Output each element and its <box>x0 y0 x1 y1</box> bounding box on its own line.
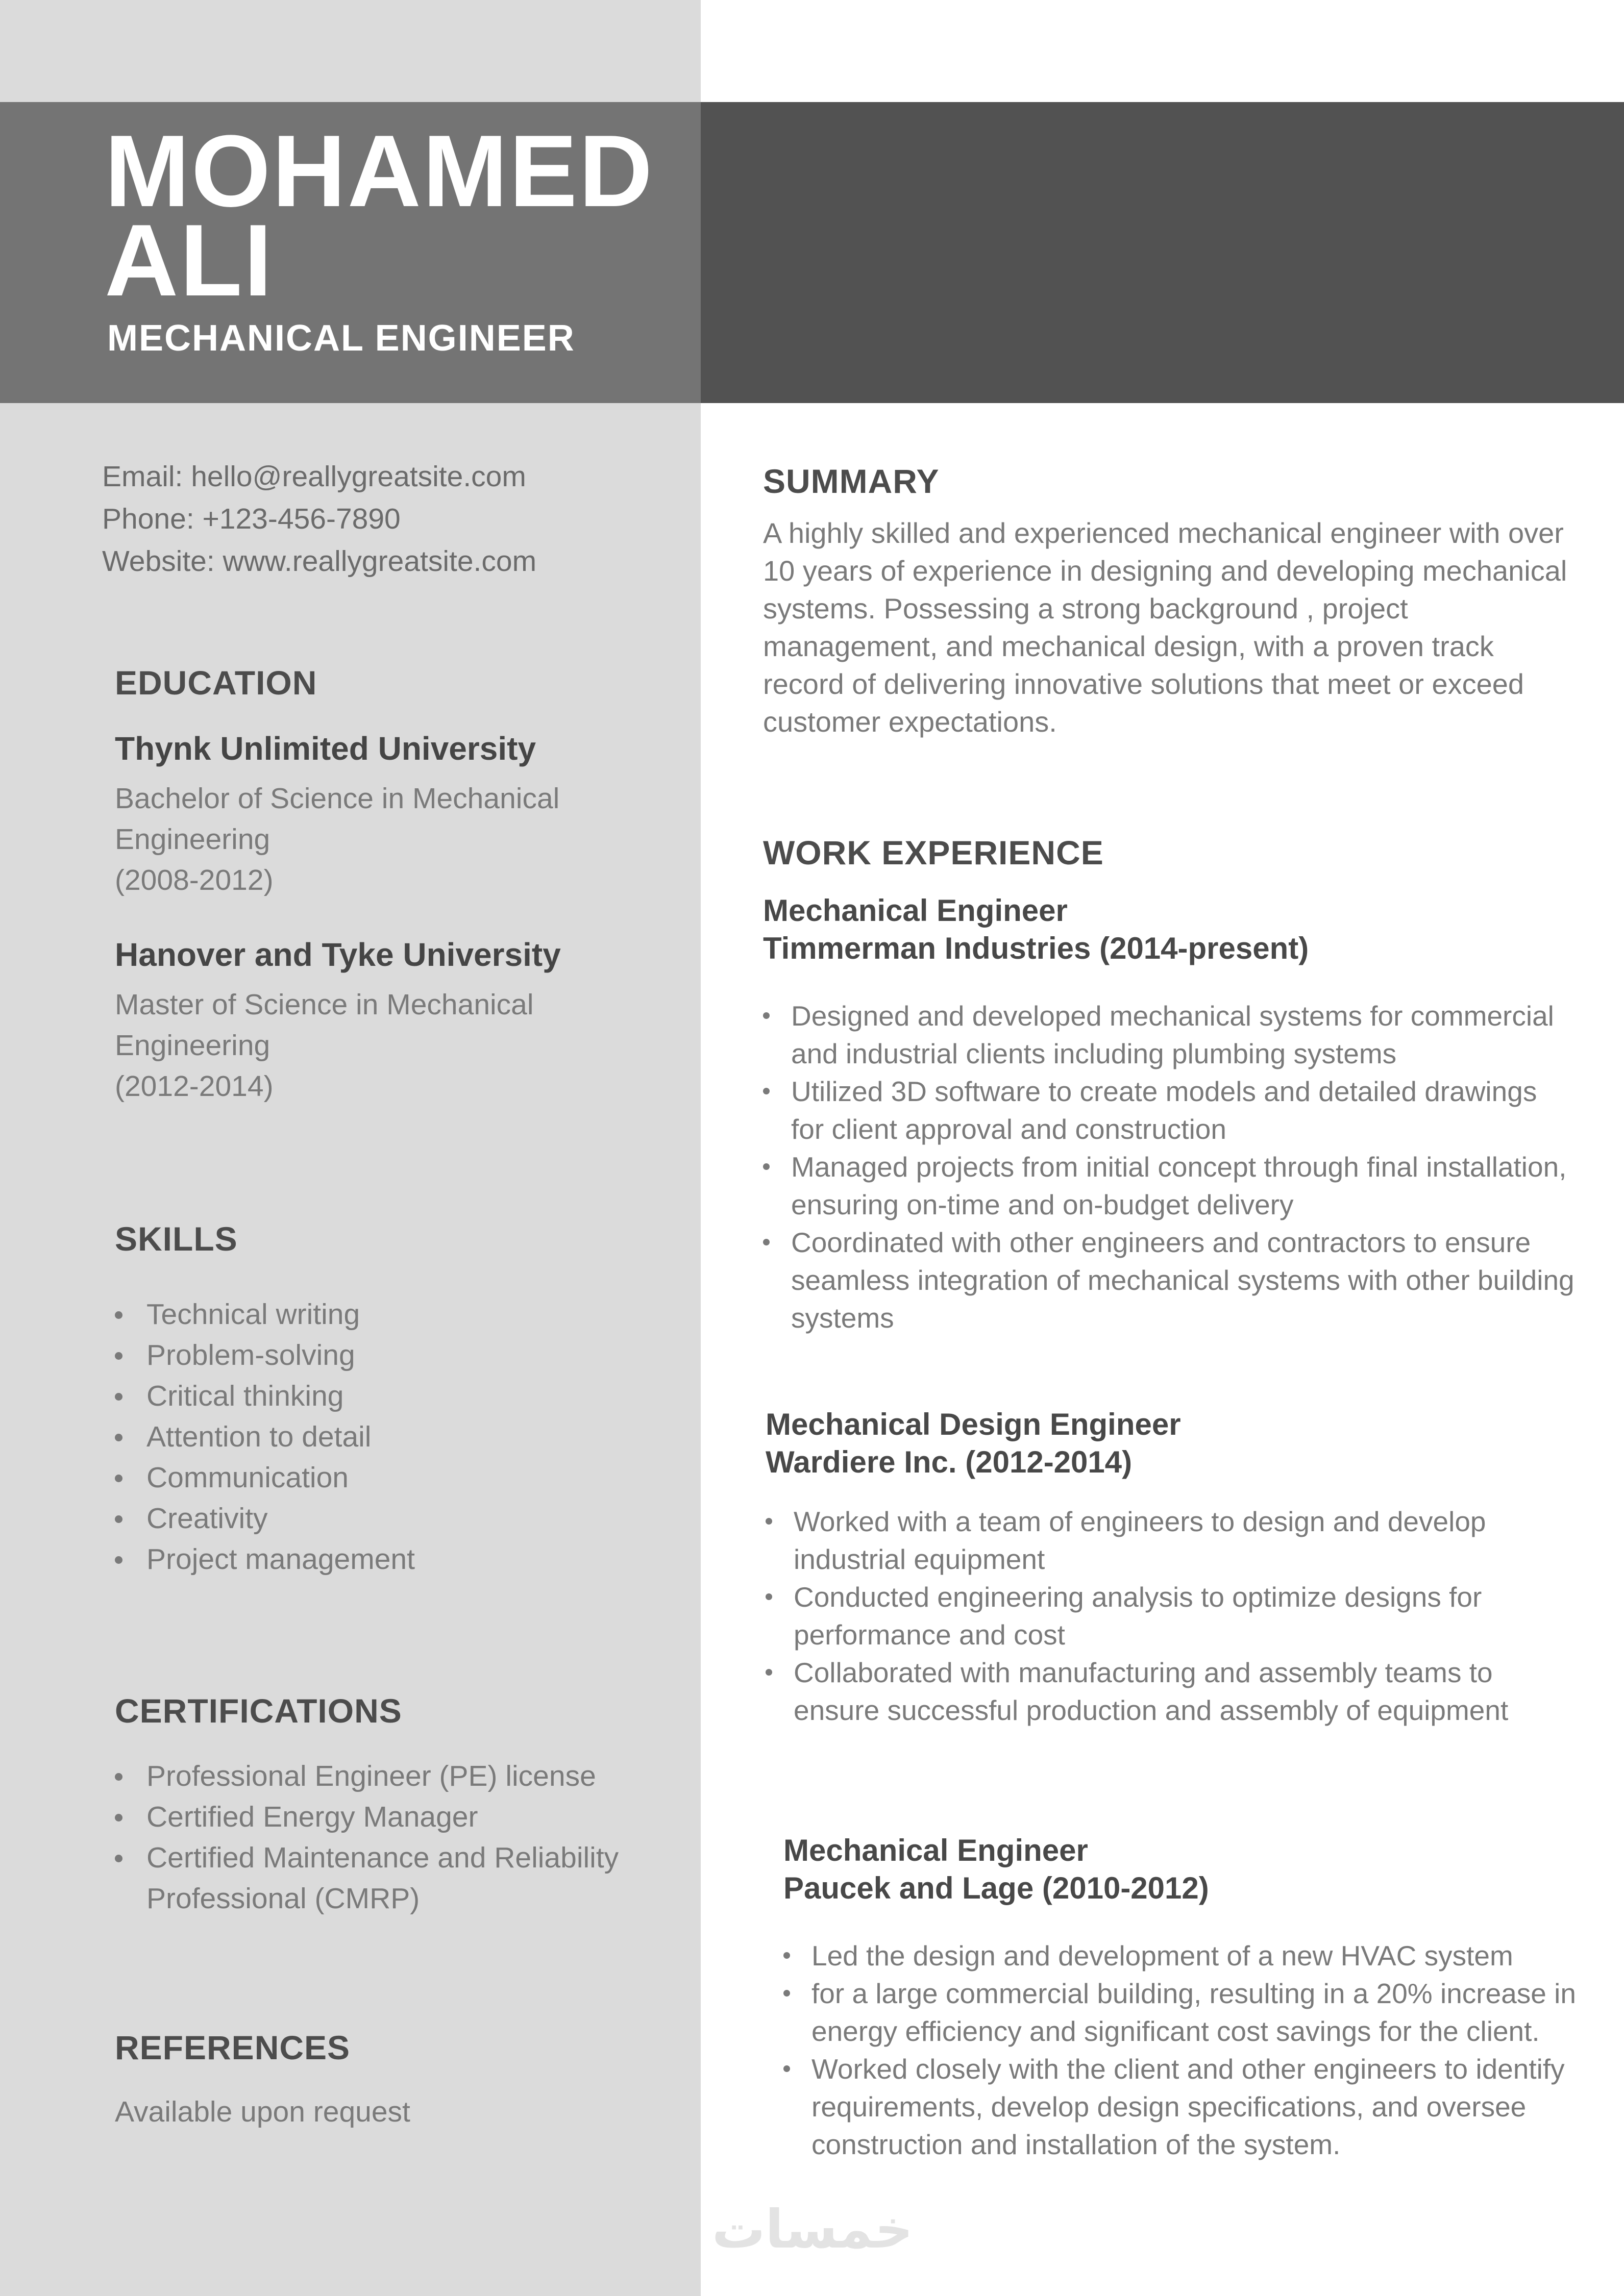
certifications-list <box>115 1756 689 1919</box>
bullet-item: for a large commercial building, resulting in a 20% increase in energy efficiency and significant cost savings for the client. <box>783 1975 1595 2050</box>
person-first-name: MOHAMED <box>105 114 654 228</box>
khamsat-watermark-logo: خمسات <box>712 2198 914 2260</box>
education-entry <box>115 936 689 1107</box>
education-years: (2012-2014) <box>115 1070 274 1103</box>
job-company: Paucek and Lage (2010-2012) <box>783 1871 1209 1905</box>
education-school: Thynk Unlimited University <box>115 730 536 767</box>
job-entry <box>763 892 1600 1337</box>
education-school: Hanover and Tyke University <box>115 936 561 973</box>
summary-text: A highly skilled and experienced mechanical engineer with over 10 years of experience in designing and developing mechanical systems. Possessing a strong background , project management, and mechanical design, with a proven track record of delivering innovative solutions that meet or exceed customer expectations. <box>763 517 1567 738</box>
job-title: Mechanical Design Engineer <box>766 1407 1181 1441</box>
bullet-item: Conducted engineering analysis to optimize designs for performance and cost <box>766 1578 1577 1654</box>
job-entry <box>783 1832 1620 2163</box>
job-bullet-list <box>783 1937 1595 2163</box>
bullet-item: Managed projects from initial concept through final installation, ensuring on-time and on-budget delivery <box>763 1148 1574 1224</box>
bullet-item: Utilized 3D software to create models and detailed drawings for client approval and construction <box>763 1072 1574 1148</box>
bullet-item: Collaborated with manufacturing and assembly teams to ensure successful production and assembly of equipment <box>766 1654 1577 1729</box>
bullet-item: Problem-solving <box>115 1335 689 1376</box>
job-bullet-list <box>763 997 1574 1337</box>
person-name <box>105 114 654 317</box>
bullet-item: Technical writing <box>115 1294 689 1335</box>
bullet-item: Designed and developed mechanical systems for commercial and industrial clients including plumbing systems <box>763 997 1574 1072</box>
bullet-item: Certified Energy Manager <box>115 1796 689 1837</box>
bullet-item: Worked closely with the client and other engineers to identify requirements, develop design specifications, and oversee construction and installation of the system. <box>783 2050 1595 2163</box>
education-section <box>115 663 689 1107</box>
skills-section <box>115 1219 689 1580</box>
job-entry <box>766 1406 1603 1729</box>
summary-heading: SUMMARY <box>763 462 940 500</box>
references-section <box>115 2028 689 2132</box>
education-degree: Master of Science in Mechanical Engineering <box>115 988 534 1062</box>
skills-list <box>115 1294 689 1580</box>
education-degree: Bachelor of Science in Mechanical Engineering <box>115 782 560 856</box>
bullet-item: Worked with a team of engineers to design and develop industrial equipment <box>766 1503 1577 1578</box>
work-experience-heading: WORK EXPERIENCE <box>763 834 1104 871</box>
person-job-title: MECHANICAL ENGINEER <box>107 318 575 359</box>
education-years: (2008-2012) <box>115 864 274 896</box>
bullet-item: Led the design and development of a new HVAC system <box>783 1937 1595 1975</box>
bullet-item: Critical thinking <box>115 1376 689 1416</box>
bullet-item: Professional Engineer (PE) license <box>115 1756 689 1796</box>
references-note: Available upon request <box>115 2095 410 2128</box>
education-entry <box>115 730 689 901</box>
bullet-item: Communication <box>115 1457 689 1498</box>
job-bullet-list <box>766 1503 1577 1729</box>
education-heading: EDUCATION <box>115 664 317 702</box>
certifications-section <box>115 1691 689 1919</box>
job-title: Mechanical Engineer <box>763 893 1068 928</box>
contact-phone: Phone: +123-456-7890 <box>102 503 401 535</box>
bullet-item: Project management <box>115 1539 689 1580</box>
contact-website: Website: www.reallygreatsite.com <box>102 545 537 578</box>
job-company: Timmerman Industries (2014-present) <box>763 931 1309 965</box>
skills-heading: SKILLS <box>115 1220 238 1258</box>
bullet-item: Attention to detail <box>115 1416 689 1457</box>
references-heading: REFERENCES <box>115 2029 351 2066</box>
contact-block <box>102 456 684 583</box>
job-title: Mechanical Engineer <box>783 1833 1088 1867</box>
certifications-heading: CERTIFICATIONS <box>115 1692 402 1730</box>
contact-email: Email: hello@reallygreatsite.com <box>102 460 526 493</box>
person-last-name: ALI <box>105 204 274 317</box>
bullet-item: Certified Maintenance and Reliability Professional (CMRP) <box>115 1837 689 1919</box>
bullet-item: Creativity <box>115 1498 689 1539</box>
job-company: Wardiere Inc. (2012-2014) <box>766 1445 1133 1479</box>
bullet-item: Coordinated with other engineers and contractors to ensure seamless integration of mechanical systems with other building systems <box>763 1224 1574 1337</box>
